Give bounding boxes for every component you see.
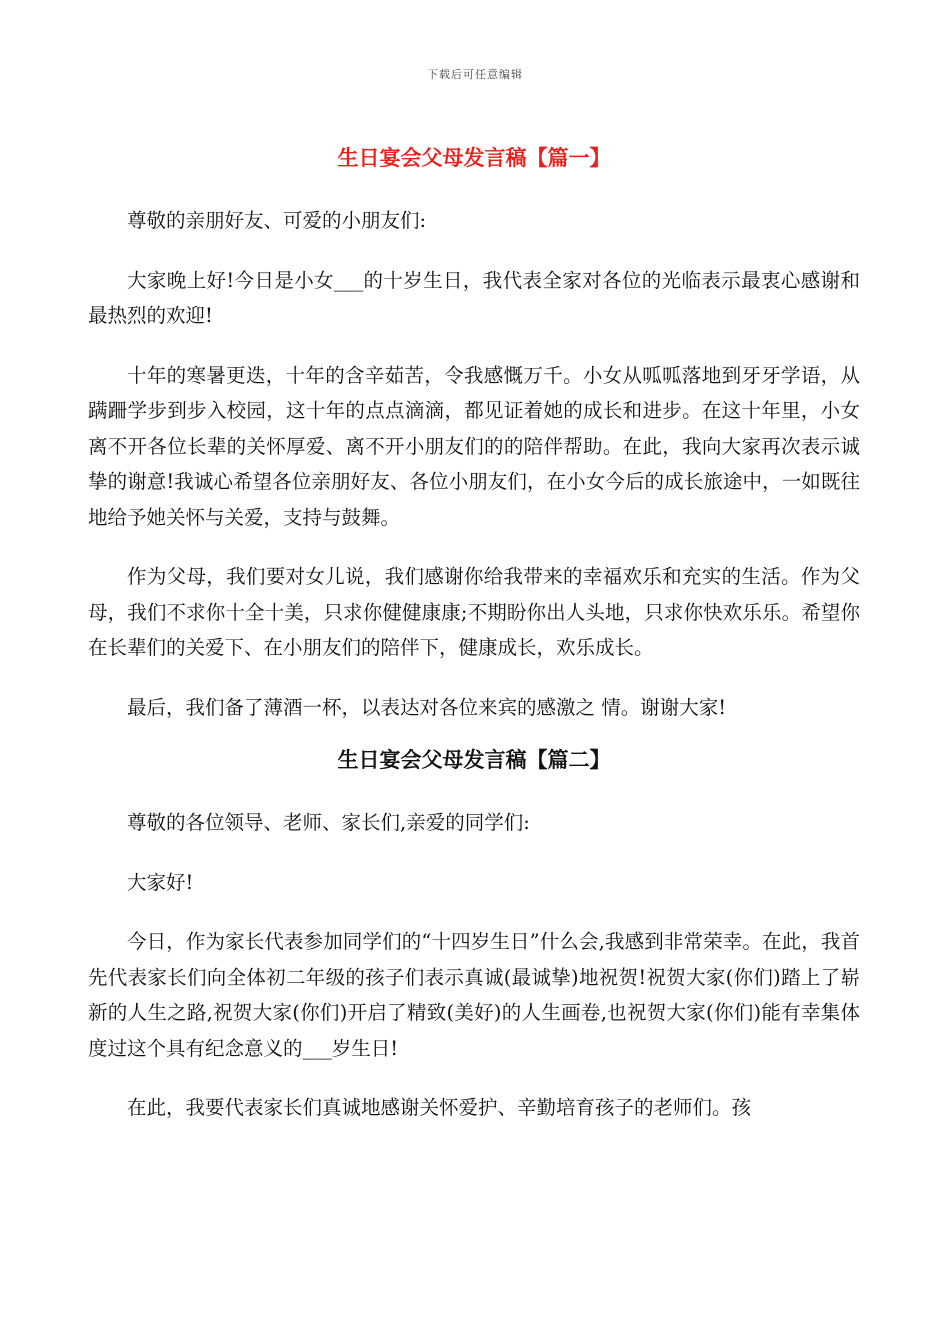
section-2-paragraph-3: 今日，作为家长代表参加同学们的“十四岁生日”什么会,我感到非常荣幸。在此，我首先代表家长们向全体初二年级的孩子们表示真诚(最诚挚)地祝贺!祝贺大家(你们)踏上了崭新的人生之路,祝贺大家(你们)开启了精致(美好)的人生画卷,也祝贺大家(你们)能有幸集体度过这个具有纪念意义的___岁生日! [88, 930, 860, 1060]
section-2-paragraph-1: 尊敬的各位领导、老师、家长们,亲爱的同学们: [127, 811, 530, 834]
document-body [88, 143, 860, 1126]
section-1-paragraph-2: 大家晚上好!今日是小女___的十岁生日，我代表全家对各位的光临表示最衷心感谢和最热烈的欢迎! [88, 268, 860, 327]
section-2-paragraph-2: 大家好! [127, 870, 194, 894]
section-1-paragraph-1: 尊敬的亲朋好友、可爱的小朋友们: [127, 209, 427, 232]
section-2-title: 生日宴会父母发言稿【篇二】 [337, 747, 611, 772]
header-note: 下载后可任意编辑 [427, 68, 523, 81]
section-2-paragraph-4: 在此，我要代表家长们真诚地感谢关怀爱护、辛勤培育孩子的老师们。孩 [127, 1096, 752, 1119]
section-1-paragraph-4: 作为父母，我们要对女儿说，我们感谢你给我带来的幸福欢乐和充实的生活。作为父母，我们不求你十全十美，只求你健健康康;不期盼你出人头地，只求你快欢乐乐。希望你在长辈们的关爱下、在小朋友们的陪伴下，健康成长，欢乐成长。 [88, 565, 860, 659]
section-1-title: 生日宴会父母发言稿【篇一】 [337, 145, 611, 170]
section-1-paragraph-5: 最后，我们备了薄酒一杯，以表达对各位来宾的感激之 情。谢谢大家! [127, 695, 727, 719]
section-1-paragraph-3: 十年的寒暑更迭，十年的含辛茹苦，令我感慨万千。小女从呱呱落地到牙牙学语，从蹒跚学步到步入校园，这十年的点点滴滴，都见证着她的成长和进步。在这十年里，小女离不开各位长辈的关怀厚爱、离不开小朋友们的的陪伴帮助。在此，我向大家再次表示诚挚的谢意!我诚心希望各位亲朋好友、各位小朋友们，在小女今后的成长旅途中，一如既往地给予她关怀与关爱，支持与鼓舞。 [88, 363, 860, 529]
